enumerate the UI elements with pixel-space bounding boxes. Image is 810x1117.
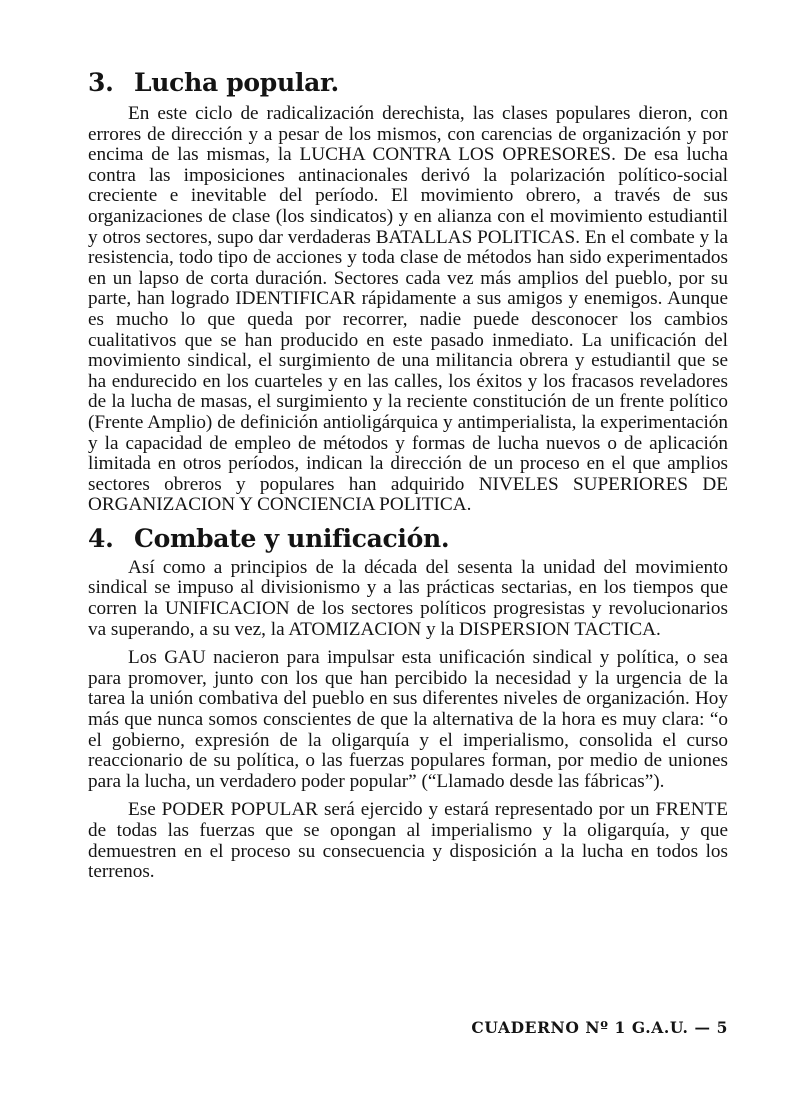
section-4-paragraph-2: Los GAU nacieron para impulsar esta unificación sindical y política, o sea para promover, junto con los que han percibido la necesidad y la urgencia de la tarea la unión combativa del pueblo en sus diferentes niveles de organización. Hoy más que nunca somos conscientes de que la alternativa de la hora es muy clara: “o el gobierno, expresión de la oligarquía y el imperialismo, consolida el curso reaccionario de su política, o las fuerzas populares forman, por medio de uniones para la lucha, un verdadero poder popular” (“Llamado desde las fábricas”). <box>88 647 728 792</box>
section-4-title: Combate y unificación. <box>134 523 450 553</box>
section-4-paragraph-3: Ese PODER POPULAR será ejercido y estará representado por un FRENTE de todas las fuerzas que se opongan al imperialismo y la oligarquía, y que demuestren en el proceso su consecuencia y disposición a la lucha en todos los terrenos. <box>88 799 728 883</box>
section-4-heading <box>88 522 728 556</box>
section-3-number: 3. <box>88 68 114 97</box>
section-4-paragraph-1: Así como a principios de la década del sesenta la unidad del movimiento sindical se impuso al divisionismo y a las prácticas sectarias, en los tiempos que corren la UNIFICACION de los sectores políticos progresistas y revolucionarios va superando, a su vez, la ATOMIZACION y la DISPERSION TACTICA. <box>88 556 728 640</box>
section-3-title: Lucha popular. <box>134 68 339 97</box>
page-footer: CUADERNO Nº 1 G.A.U. — 5 <box>471 1018 728 1037</box>
section-4-number: 4. <box>88 523 114 553</box>
section-3-heading <box>88 66 728 100</box>
section-3-paragraph-1: En este ciclo de radicalización derechista, las clases populares dieron, con errores de dirección y a pesar de los mismos, con carencias de organización y por encima de las mismas, la LUCHA CONTRA LOS OPRESORES. De esa lucha contra las imposiciones antinacionales derivó la polarización político-social creciente e inevitable del período. El movimiento obrero, a través de sus organizaciones de clase (los sindicatos) y en alianza con el movimiento estudiantil y otros sectores, supo dar verdaderas BATALLAS POLITICAS. En el combate y la resistencia, todo tipo de acciones y toda clase de métodos han sido experimentados en un lapso de corta duración. Sectores cada vez más amplios del pueblo, por su parte, han logrado IDENTIFICAR rápidamente a sus amigos y enemigos. Aunque es mucho lo que queda por recorrer, nadie puede desconocer los cambios cualitativos que se han producido en este pasado inmediato. La unificación del movimiento sindical, el surgimiento de una militancia obrera y estudiantil que se ha endurecido en los cuarteles y en las calles, los éxitos y los fracasos reveladores de la lucha de masas, el surgimiento y la reciente constitución de un frente político (Frente Amplio) de definición antioligárquica y antimperialista, la experimentación y la capacidad de empleo de métodos y formas de lucha nuevos o de aplicación limitada en otros períodos, indican la dirección de un proceso en el que amplios sectores obreros y populares han adquirido NIVELES SUPERIORES DE ORGANIZACION Y CONCIENCIA POLITICA. <box>88 103 728 516</box>
page-body <box>88 60 728 883</box>
